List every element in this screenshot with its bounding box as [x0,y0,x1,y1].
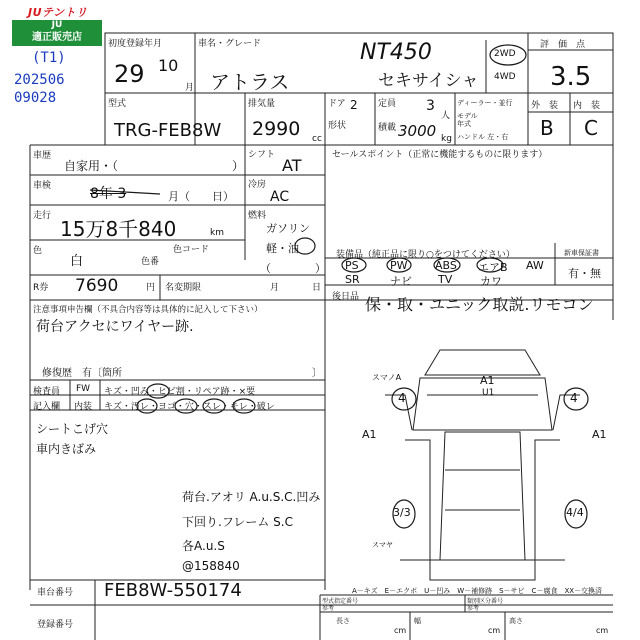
equip-tv: TV [438,273,453,286]
brand-logo: JUテントリ [28,6,88,19]
notes-header: 注意事項申告欄（不具合内容等は具体的に記入して下さい） [33,305,263,315]
fw-items: キズ・凹み・ヒビ割・リペア跡・×要 [104,387,256,397]
model-year-label: モデル 年式 [457,112,478,128]
fuel-alt: 軽・油 [266,242,299,255]
fuel-value: ガソリン [266,222,310,235]
badge-line2: 適正販売店 [32,32,82,43]
car-grade-sub: セキサイシャ [378,71,479,91]
interior-label: 内 装 [573,101,601,111]
reg-year: 29 [114,60,145,88]
name-change-day: 日 [312,283,322,293]
body-note-2: 下回り.フレーム S.C [182,515,293,529]
interior-grade: C [584,116,598,140]
damage-legend: A－キズ E－エクボ U－凹み W－補修跡 S－サビ C－腐食 XX－交換済 [352,587,603,595]
car-name: アトラス [210,70,290,94]
mark-left-front: 4 [398,391,406,405]
body-note-3: 各A.u.S [182,539,225,553]
name-change-month: 月 [270,283,280,293]
accessories-value: 保・取・ユニック取説.リモコン [365,295,594,314]
chassis-label: 車台番号 [37,588,74,598]
usage-label: 車歴 [33,151,52,161]
interior-items: キズ・汚レ・ヨゴ・穴・スレ・キレ・破レ [104,402,275,412]
recycle-label: R券 [33,283,49,293]
model-code: TRG-FEB8W [114,120,222,141]
eval-score: 3.5 [550,62,592,92]
height-unit: cm [596,626,609,635]
fw-label: FW [76,384,91,394]
chassis-number: FEB8W-550174 [104,580,242,601]
mileage-value: 15万8千840 [60,217,177,241]
mark-u1-cab: U1 [482,388,495,398]
body-note-1: 荷台.アオリ A.u.S.C.凹み [182,490,321,504]
dealer-badge [12,20,102,46]
usage-value: 自家用・（ [64,159,119,173]
capacity-label: 定員 [378,99,397,109]
mark-left-side: A1 [362,428,377,441]
equip-ps: PS [345,259,359,272]
accessories-label: 後日品 [332,292,360,302]
fixed-note-2: 車内きばみ [36,442,97,456]
shift-value: AT [282,156,302,175]
mark-front: スマノA [372,373,402,382]
length-unit: cm [394,626,407,635]
width-label: 幅 [414,617,421,625]
color-no-label: 色番 [141,257,160,267]
badge-line1: JU [51,20,63,30]
repair-close: 〕 [312,368,322,379]
fuel-paren: （ ） [260,262,326,275]
loading-unit: kg [441,134,452,144]
lot-number-1: 202506 [14,72,65,88]
handle-label: ハンドル 左・右 [457,133,509,141]
mark-right-front: 4 [570,391,578,405]
cooler-label: 冷房 [248,180,267,190]
drive-2wd: 2WD [494,49,516,59]
dealer-label: ディーラー・並行 [457,99,513,107]
name-change-label: 名変期限 [165,283,202,293]
capacity-value: 3 [426,98,435,114]
model-label: 型式 [108,99,127,109]
inspection-struck: 8年 3 [90,186,127,202]
doors-label: ドア [328,99,346,109]
first-reg-label: 初度登録年月 [108,39,163,49]
mark-left-rear: 3/3 [393,506,411,519]
inspector-label: 検査員 [33,387,61,397]
inspection-suffix: 月（ 日） [168,190,234,203]
equipment-label: 装備品（純正品に限り○をつけてください） [336,250,515,260]
evaluation-label: 評 価 点 [540,40,586,50]
notes-text: 荷台アクセにワイヤー跡. [36,319,194,335]
repair-history: 修復歴 有〔箇所 [42,368,122,379]
inspection-label: 車検 [33,181,52,191]
mileage-unit: km [210,228,224,238]
mark-a1-cab: A1 [480,374,495,387]
equip-leather: カワ [480,275,502,288]
usage-close: ） [232,159,245,173]
doors-value: 2 [350,98,358,112]
yen-label: 円 [146,283,156,293]
displacement-label: 排気量 [248,99,276,109]
equip-airbag: エアB [478,261,508,274]
body-note-4: @158840 [182,559,240,573]
new-warranty-label: 新車保証書 [564,249,599,257]
interior-box-label: 内装 [74,402,93,412]
equip-sr: SR [345,273,360,286]
shape-label: 形状 [328,121,347,131]
capacity-unit: 人 [441,111,451,121]
equip-navi: ナビ [390,275,412,288]
length-label: 長さ [336,617,350,625]
mileage-label: 走行 [33,211,52,221]
color-code-label: 色コード [173,245,210,255]
exterior-label: 外 装 [531,101,559,111]
reg-no-label: 登録番号 [37,620,74,630]
category-no-label: 類別区分番号 参考 [467,598,504,612]
drive-4wd: 4WD [494,72,516,82]
month-label: 月 [185,83,195,93]
type-spec-label: 型式指定番号 参考 [322,598,359,612]
warranty-yes-no: 有・無 [568,267,601,280]
equip-aw: AW [526,259,544,272]
loading-label: 積載 [378,123,397,133]
fixed-note-1: シートこげ穴 [36,422,109,436]
shift-label: シフト [248,150,276,160]
reg-month: 10 [158,56,179,75]
height-label: 高さ [509,617,523,625]
color-label: 色 [33,246,43,256]
mark-right-rear: 4/4 [566,506,584,519]
recycle-fee: 7690 [75,276,119,296]
equip-abs: ABS [435,259,457,272]
cc-unit: cc [312,134,322,144]
equip-pw: PW [390,259,408,272]
car-name-label: 車名・グレード [198,39,262,49]
cooler-value: AC [270,189,290,205]
width-unit: cm [488,626,501,635]
fuel-label: 燃料 [248,211,267,221]
entry-label: 記入欄 [33,402,61,412]
exterior-grade: B [540,116,554,140]
lot-number-2: 09028 [14,90,57,106]
engine-cc: 2990 [252,118,301,140]
car-grade: NT450 [360,40,432,65]
color-value: 白 [70,254,84,269]
mark-rear: スマヤ [372,541,393,549]
sales-point-label: セールスポイント（正常に機能するものに限ります） [332,150,548,160]
lot-prefix: (T1) [32,50,66,66]
loading-value: 3000 [398,122,437,140]
mark-right-side: A1 [592,428,607,441]
